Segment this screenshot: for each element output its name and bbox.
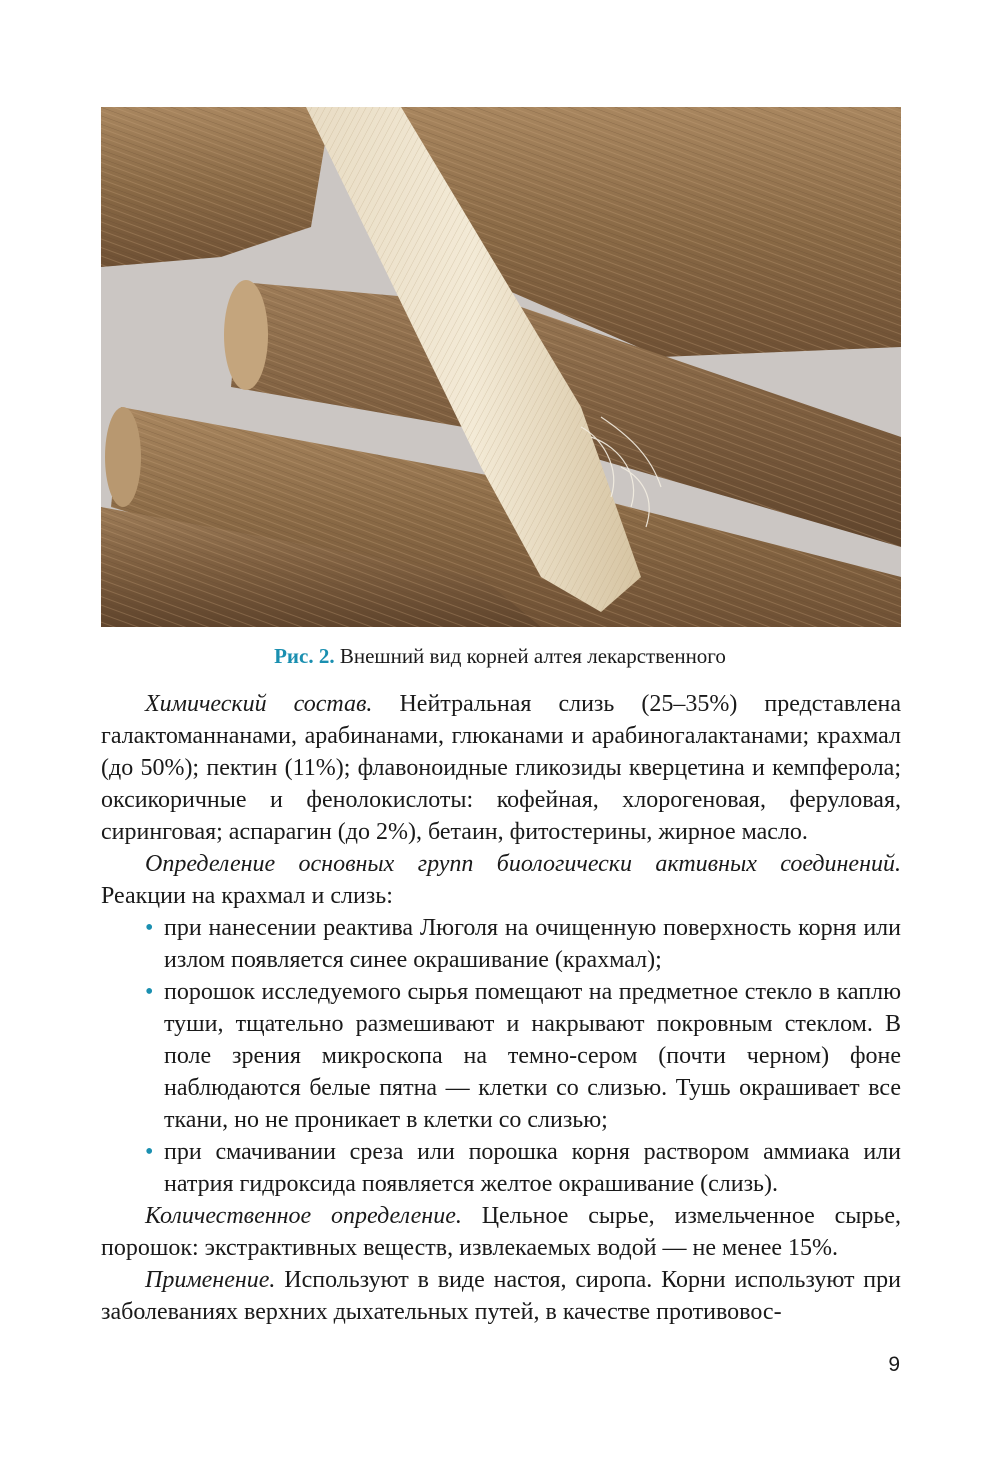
bullet-icon: • — [145, 1139, 154, 1165]
paragraph-lead: Химический состав. — [145, 691, 373, 717]
paragraph-lead: Количественное определение. — [145, 1203, 462, 1229]
bullet-icon: • — [145, 915, 154, 941]
figure-label: Рис. 2. — [274, 644, 335, 668]
paragraph-lead: Определение основных групп биологически активных соединений. — [145, 851, 901, 877]
paragraph-chemical-composition — [101, 688, 901, 848]
figure-caption — [0, 642, 1000, 670]
list-item-text: при нанесении реактива Люголя на очищенную поверхность корня или излом появляется синее окрашивание (крахмал); — [164, 915, 901, 973]
paragraph-determination — [101, 848, 901, 912]
page-number: 9 — [888, 1353, 900, 1376]
list-item-text: при смачивании среза или порошка корня раствором аммиака или натрия гидроксида появляется желтое окрашивание (слизь). — [164, 1139, 901, 1197]
paragraph-application — [101, 1264, 901, 1328]
paragraph-body: Реакции на крахмал и слизь: — [101, 883, 393, 909]
paragraph-body: Используют в виде настоя, сиропа. Корни используют при заболеваниях верхних дыхательных путей, в качестве противовос- — [101, 1267, 901, 1325]
paragraph-body: Нейтральная слизь (25–35%) представлена галактоманнанами, арабинанами, глюканами и арабиногалактанами; крахмал (до 50%); пектин (11%); флавоноидные гликозиды кверцетина и кемпферола; оксикоричные и фенолокислоты: кофейная, хлорогеновая, феруловая, сиринговая; аспарагин (до 2%), бетаин, фитостерины, жирное масло. — [101, 691, 902, 845]
figure-caption-text: Внешний вид корней алтея лекарственного — [334, 644, 726, 668]
list-item — [101, 976, 901, 1136]
reaction-list — [101, 912, 901, 1200]
bullet-icon: • — [145, 979, 154, 1005]
list-item-text: порошок исследуемого сырья помещают на предметное стекло в каплю туши, тщательно размешивают и накрывают покровным стеклом. В поле зрения микроскопа на темно-сером (почти черном) фоне наблюдаются белые пятна — клетки со слизью. Тушь окрашивает все ткани, но не проникает в клетки со слизью; — [164, 979, 901, 1133]
paragraph-quantitative — [101, 1200, 901, 1264]
roots-illustration — [101, 107, 901, 627]
list-item — [101, 1136, 901, 1200]
paragraph-lead: Применение. — [145, 1267, 276, 1293]
list-item — [101, 912, 901, 976]
marshmallow-roots-photo — [101, 107, 901, 627]
paragraph-body: Цельное сырье, измельченное сырье, порошок: экстрактивных веществ, извлекаемых водой — не менее 15%. — [101, 1203, 902, 1261]
body-text — [101, 688, 901, 1328]
